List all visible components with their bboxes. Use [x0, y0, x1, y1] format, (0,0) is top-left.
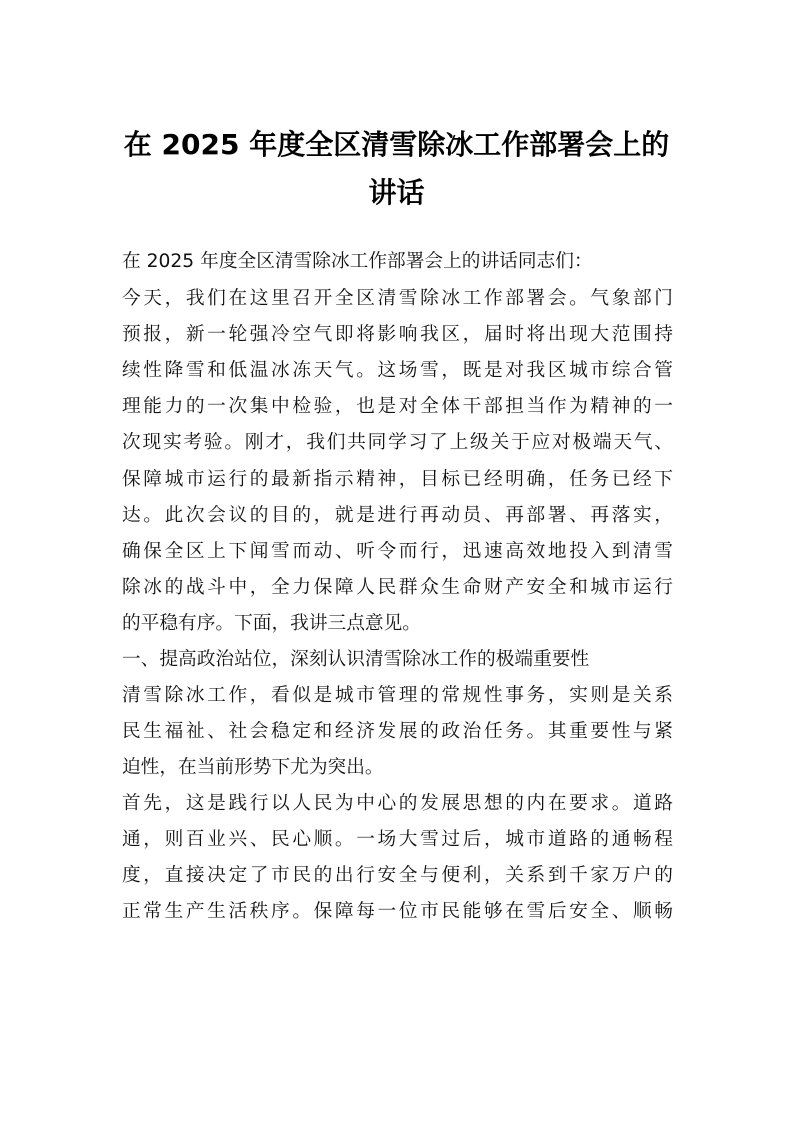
body-line: 度，直接决定了市民的出行安全与便利，关系到千家万户的: [122, 865, 673, 886]
body-line: 次现实考验。刚才，我们共同学习了上级关于应对极端天气、: [122, 432, 673, 453]
body-line: 确保全区上下闻雪而动、听令而行，迅速高效地投入到清雪: [122, 541, 673, 562]
body-line: 首先，这是践行以人民为中心的发展思想的内在要求。道路: [122, 793, 673, 814]
body-line: 续性降雪和低温冰冻天气。这场雪，既是对我区城市综合管: [122, 360, 673, 381]
body-line: 民生福祉、社会稳定和经济发展的政治任务。其重要性与紧: [122, 721, 673, 742]
body-line: 清雪除冰工作，看似是城市管理的常规性事务，实则是关系: [122, 685, 673, 706]
body-line: 正常生产生活秩序。保障每一位市民能够在雪后安全、顺畅: [122, 901, 673, 922]
body-line: 达。此次会议的目的，就是进行再动员、再部署、再落实，: [122, 505, 673, 526]
section-heading: 一、提高政治站位，深刻认识清雪除冰工作的极端重要性: [122, 649, 590, 670]
body-line: 除冰的战斗中，全力保障人民群众生命财产安全和城市运行: [122, 577, 673, 598]
body-line: 迫性，在当前形势下尤为突出。: [122, 757, 384, 778]
salutation-line: 在 2025 年度全区清雪除冰工作部署会上的讲话同志们：: [122, 251, 593, 272]
body-line: 保障城市运行的最新指示精神，目标已经明确，任务已经下: [122, 469, 673, 490]
body-line: 预报，新一轮强冷空气即将影响我区，届时将出现大范围持: [122, 324, 673, 345]
document-title-line-2: 讲话: [368, 176, 425, 209]
body-line: 的平稳有序。下面，我讲三点意见。: [122, 613, 421, 634]
body-line: 通，则百业兴、民心顺。一场大雪过后，城市道路的通畅程: [122, 829, 673, 850]
body-line: 理能力的一次集中检验，也是对全体干部担当作为精神的一: [122, 396, 673, 417]
document-title-line-1: 在 2025 年度全区清雪除冰工作部署会上的: [123, 128, 670, 161]
body-line: 今天，我们在这里召开全区清雪除冰工作部署会。气象部门: [122, 288, 673, 309]
